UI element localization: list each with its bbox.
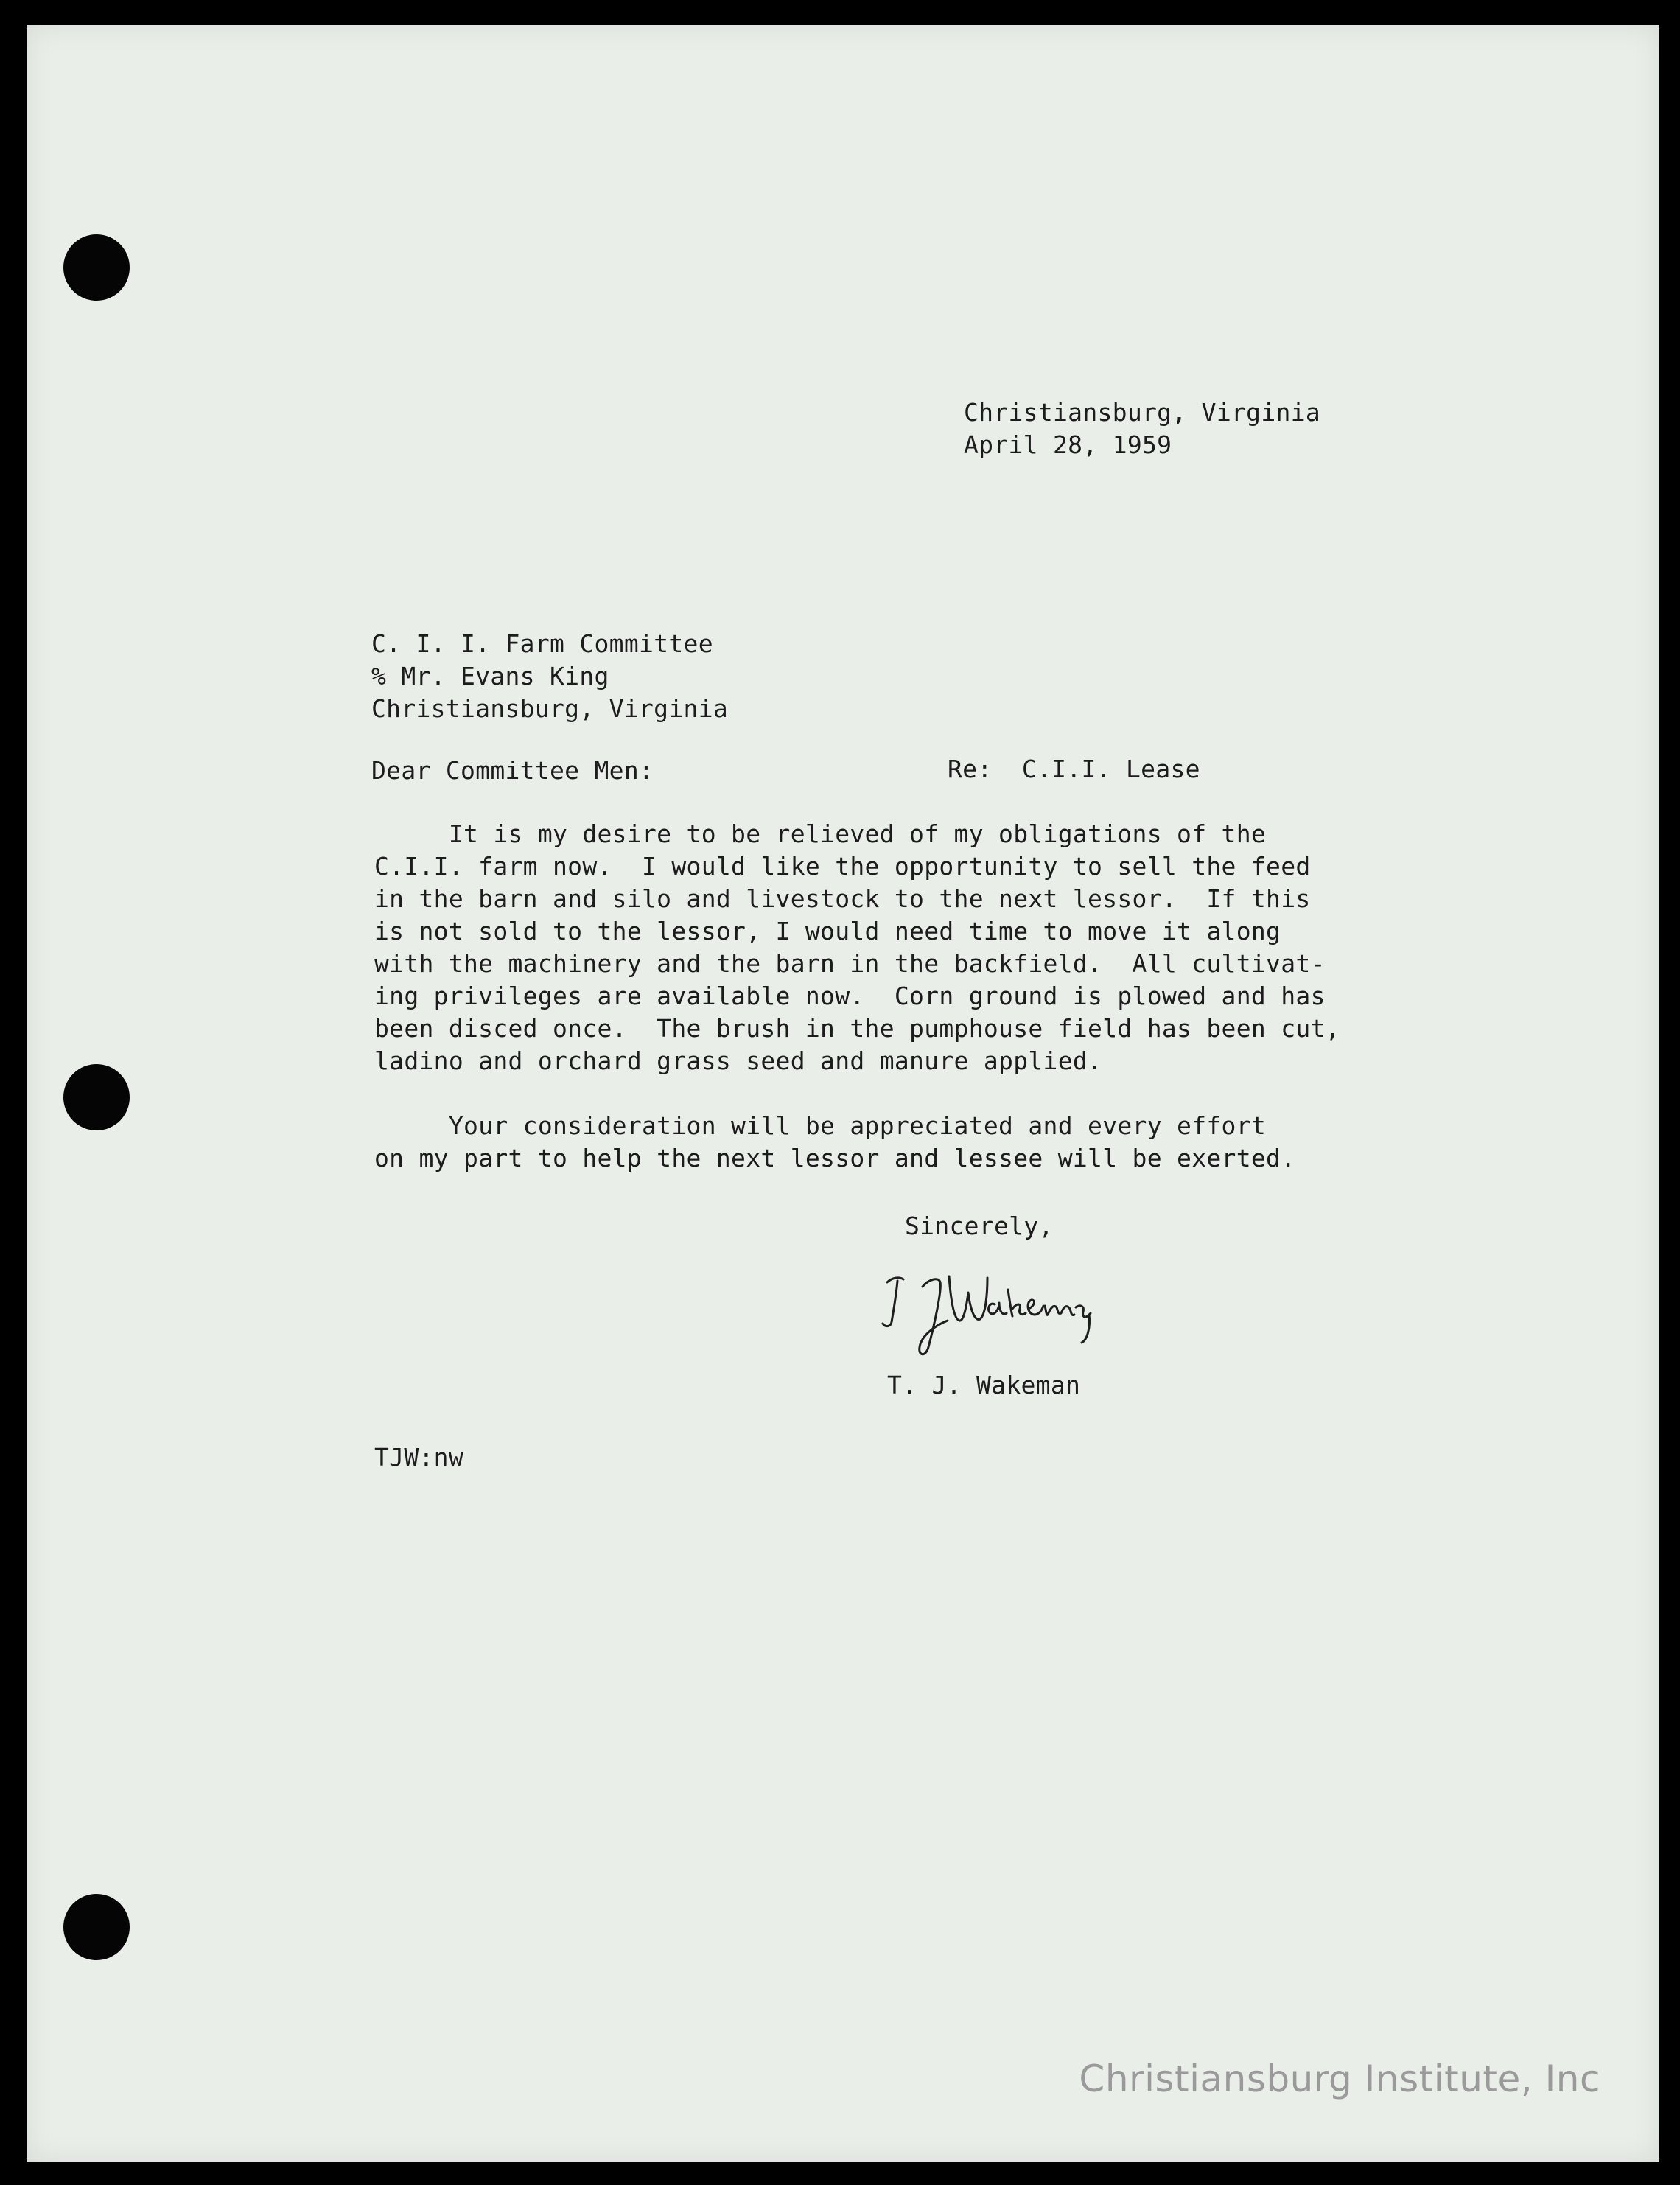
closing: Sincerely, — [905, 1212, 1054, 1240]
recipient-line-2: % Mr. Evans King — [371, 662, 609, 691]
recipient-line-3: Christiansburg, Virginia — [371, 694, 729, 723]
punch-hole-middle — [63, 1064, 130, 1130]
paragraph-line: with the machinery and the barn in the backfield. All cultivat- — [374, 949, 1326, 978]
paragraph-line: in the barn and silo and livestock to the next lessor. If this — [374, 884, 1311, 913]
re-line: Re: C.I.I. Lease — [948, 755, 1200, 783]
paragraph-line: is not sold to the lessor, I would need time to move it along — [374, 917, 1281, 945]
paragraph-line: Your consideration will be appreciated and every effort — [374, 1111, 1267, 1140]
punch-hole-top — [63, 234, 130, 301]
body-paragraph-2 — [374, 1110, 1421, 1175]
signer-name: T. J. Wakeman — [887, 1371, 1081, 1399]
paragraph-line: C.I.I. farm now. I would like the opportunity to sell the feed — [374, 852, 1311, 881]
reference-initials: TJW:nw — [374, 1443, 464, 1472]
letter-page — [27, 25, 1659, 2162]
letter-date: April 28, 1959 — [964, 430, 1172, 459]
paragraph-line: ladino and orchard grass seed and manure applied. — [374, 1046, 1103, 1075]
body-paragraph-1 — [374, 818, 1421, 1077]
punch-hole-bottom — [63, 1894, 130, 1960]
letter-place: Christiansburg, Virginia — [964, 398, 1321, 427]
paragraph-line: It is my desire to be relieved of my obligations of the — [374, 819, 1267, 848]
recipient-line-1: C. I. I. Farm Committee — [371, 629, 713, 658]
paragraph-line: ing privileges are available now. Corn ground is plowed and has — [374, 982, 1326, 1010]
handwritten-signature — [877, 1260, 1098, 1371]
paragraph-line: been disced once. The brush in the pumphouse field has been cut, — [374, 1014, 1340, 1043]
archive-watermark: Christiansburg Institute, Inc — [1079, 2058, 1600, 2100]
paragraph-line: on my part to help the next lessor and lessee will be exerted. — [374, 1144, 1296, 1172]
salutation: Dear Committee Men: — [371, 756, 654, 785]
